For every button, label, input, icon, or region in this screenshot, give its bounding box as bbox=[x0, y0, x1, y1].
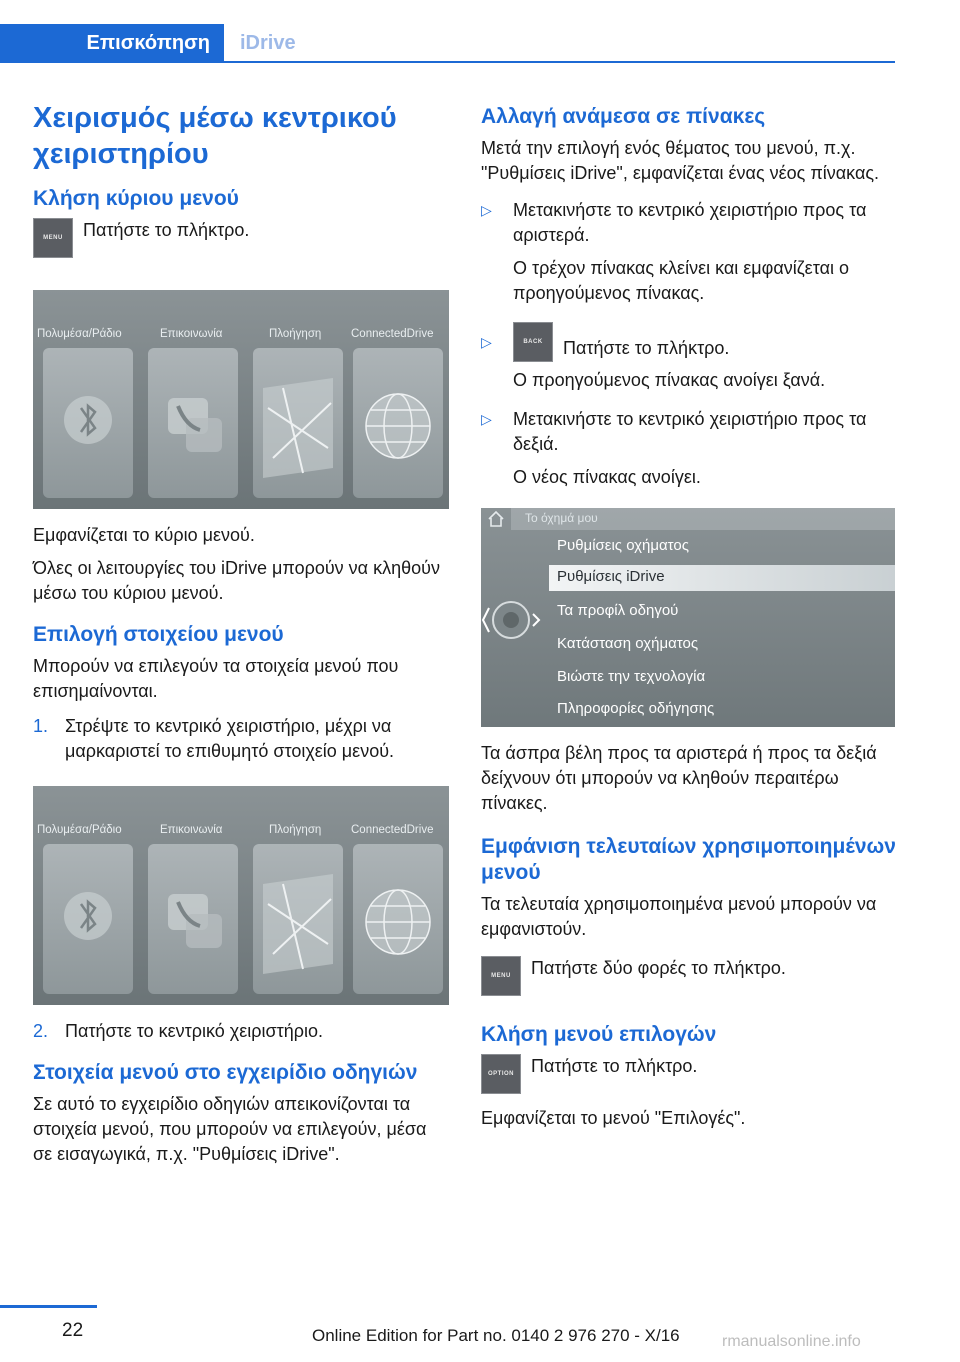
paragraph: Τα τελευταία χρησιμοποιημένα μενού μπορούν να εμφανιστούν. bbox=[481, 894, 877, 939]
step-number: 2. bbox=[33, 1021, 49, 1041]
map-icon bbox=[253, 348, 343, 498]
menu-button-row bbox=[33, 218, 449, 258]
step-text: Πατήστε το κεντρικό χειριστήριο. bbox=[65, 1021, 323, 1041]
option-key-icon: OPTION bbox=[481, 1054, 521, 1094]
connecteddrive-tile bbox=[353, 348, 443, 498]
menu-item: Τα προφίλ οδηγού bbox=[557, 602, 679, 619]
back-key-icon: BACK bbox=[513, 322, 553, 362]
instruction-text: Πατήστε το πλήκτρο. bbox=[531, 1056, 698, 1076]
page-number: 22 bbox=[62, 1320, 84, 1341]
home-icon bbox=[487, 510, 505, 528]
left-column bbox=[33, 100, 449, 1175]
edition-text: Online Edition for Part no. 0140 2 976 270 - X/16 bbox=[312, 1326, 680, 1345]
phone-icon bbox=[148, 348, 238, 498]
navigation-tile bbox=[253, 844, 343, 994]
instruction-text: Πατήστε δύο φορές το πλήκτρο. bbox=[531, 958, 786, 978]
menu-item-selected: Ρυθμίσεις iDrive bbox=[557, 568, 665, 585]
paragraph: Μπορούν να επιλεγούν τα στοιχεία μενού που επισημαίνονται. bbox=[33, 656, 399, 701]
paragraph: Όλες οι λειτουργίες του iDrive μπορούν να κληθούν μέσω του κύριου μενού. bbox=[33, 558, 440, 603]
menu-key-icon: MENU bbox=[481, 956, 521, 996]
category-label: Πολυμέσα/Ράδιο bbox=[37, 824, 122, 836]
navigation-tile bbox=[253, 348, 343, 498]
instruction-text: Πατήστε το πλήκτρο. bbox=[83, 220, 250, 240]
vehicle-menu-screenshot bbox=[481, 508, 895, 727]
menu-key-icon: MENU bbox=[33, 218, 73, 258]
heading-options-menu: Κλήση μενού επιλογών bbox=[481, 1023, 717, 1046]
list-item bbox=[481, 198, 897, 314]
watermark: rmanualsonline.info bbox=[722, 1333, 861, 1350]
category-label: ConnectedDrive bbox=[351, 824, 434, 836]
paragraph: Εμφανίζεται το μενού "Επιλογές". bbox=[481, 1108, 746, 1128]
menu-item: Κατάσταση οχήματος bbox=[557, 635, 699, 652]
menu-item: Ρυθμίσεις οχήματος bbox=[557, 537, 689, 554]
triangle-bullet-icon: ▷ bbox=[481, 334, 492, 350]
bullet-text: Μετακινήστε το κεντρικό χειριστήριο προς τα δεξιά. bbox=[513, 409, 867, 454]
tab-idrive[interactable]: iDrive bbox=[240, 32, 296, 54]
tab-overview[interactable]: Επισκόπηση bbox=[0, 24, 224, 63]
paragraph: Σε αυτό το εγχειρίδιο οδηγιών απεικονίζονται τα στοιχεία μενού, που μπορούν να επιλεγούν, μέσα σε εισαγωγικά, π.χ. "Ρυθμίσεις iDrive". bbox=[33, 1094, 427, 1164]
bluetooth-icon bbox=[43, 348, 133, 498]
header-rule bbox=[0, 61, 895, 63]
media-tile bbox=[43, 844, 133, 994]
paragraph: Εμφανίζεται το κύριο μενού. bbox=[33, 525, 255, 545]
menu-button-row-2 bbox=[481, 956, 897, 996]
connecteddrive-tile bbox=[353, 844, 443, 994]
right-column bbox=[481, 100, 897, 1139]
phone-icon bbox=[148, 844, 238, 994]
category-label: Πλοήγηση bbox=[269, 824, 322, 836]
menu-item: Βιώστε την τεχνολογία bbox=[557, 668, 706, 685]
category-label: ConnectedDrive bbox=[351, 328, 434, 340]
heading-switch-panels: Αλλαγή ανάμεσα σε πίνακες bbox=[481, 105, 766, 128]
bullet-text: Πατήστε το πλήκτρο. bbox=[563, 338, 730, 358]
bullet-subtext: Ο νέος πίνακας ανοίγει. bbox=[513, 467, 701, 487]
communication-tile bbox=[148, 844, 238, 994]
globe-icon bbox=[353, 844, 443, 994]
category-label: Πολυμέσα/Ράδιο bbox=[37, 328, 122, 340]
category-label: Επικοινωνία bbox=[160, 328, 223, 340]
heading-recent-menus: Εμφάνιση τελευταίων χρησιμοποιημένων μενού bbox=[481, 835, 896, 884]
page-title: Χειρισμός μέσω κεντρικού χειριστηρίου bbox=[33, 102, 397, 170]
heading-menu-items-manual: Στοιχεία μενού στο εγχειρίδιο οδηγιών bbox=[33, 1061, 418, 1084]
bullet-subtext: Ο προηγούμενος πίνακας ανοίγει ξανά. bbox=[513, 370, 826, 390]
menu-title: Το όχημά μου bbox=[525, 511, 598, 525]
controller-knob-icon bbox=[481, 568, 551, 678]
bullet-text: Μετακινήστε το κεντρικό χειριστήριο προς τα αριστερά. bbox=[513, 200, 867, 245]
paragraph: Μετά την επιλογή ενός θέματος του μενού, π.χ. "Ρυθμίσεις iDrive", εμφανίζεται ένας νέος πίνακας. bbox=[481, 138, 880, 183]
main-menu-screenshot-2 bbox=[33, 786, 449, 1005]
triangle-bullet-icon: ▷ bbox=[481, 202, 492, 218]
bluetooth-icon bbox=[43, 844, 133, 994]
heading-main-menu: Κλήση κύριου μενού bbox=[33, 187, 239, 210]
option-button-row bbox=[481, 1054, 897, 1094]
list-item bbox=[33, 714, 449, 764]
category-label: Επικοινωνία bbox=[160, 824, 223, 836]
main-menu-screenshot bbox=[33, 290, 449, 509]
step-number: 1. bbox=[33, 716, 49, 736]
triangle-bullet-icon: ▷ bbox=[481, 411, 492, 427]
list-item bbox=[481, 322, 897, 401]
footer-rule bbox=[0, 1305, 97, 1308]
heading-select-item: Επιλογή στοιχείου μενού bbox=[33, 623, 284, 646]
back-button-row bbox=[513, 322, 825, 362]
category-label: Πλοήγηση bbox=[269, 328, 322, 340]
list-item bbox=[481, 407, 897, 498]
list-item bbox=[33, 1019, 449, 1044]
paragraph: Τα άσπρα βέλη προς τα αριστερά ή προς τα δεξιά δείχνουν ότι μπορούν να κληθούν περαιτέρω πίνακες. bbox=[481, 743, 877, 813]
globe-icon bbox=[353, 348, 443, 498]
map-icon bbox=[253, 844, 343, 994]
communication-tile bbox=[148, 348, 238, 498]
menu-item: Πληροφορίες οδήγησης bbox=[557, 700, 715, 717]
media-tile bbox=[43, 348, 133, 498]
bullet-subtext: Ο τρέχον πίνακας κλείνει και εμφανίζεται ο προηγούμενος πίνακας. bbox=[513, 258, 849, 303]
step-text: Στρέψτε το κεντρικό χειριστήριο, μέχρι να μαρκαριστεί το επιθυμητό στοιχείο μενού. bbox=[65, 716, 395, 761]
